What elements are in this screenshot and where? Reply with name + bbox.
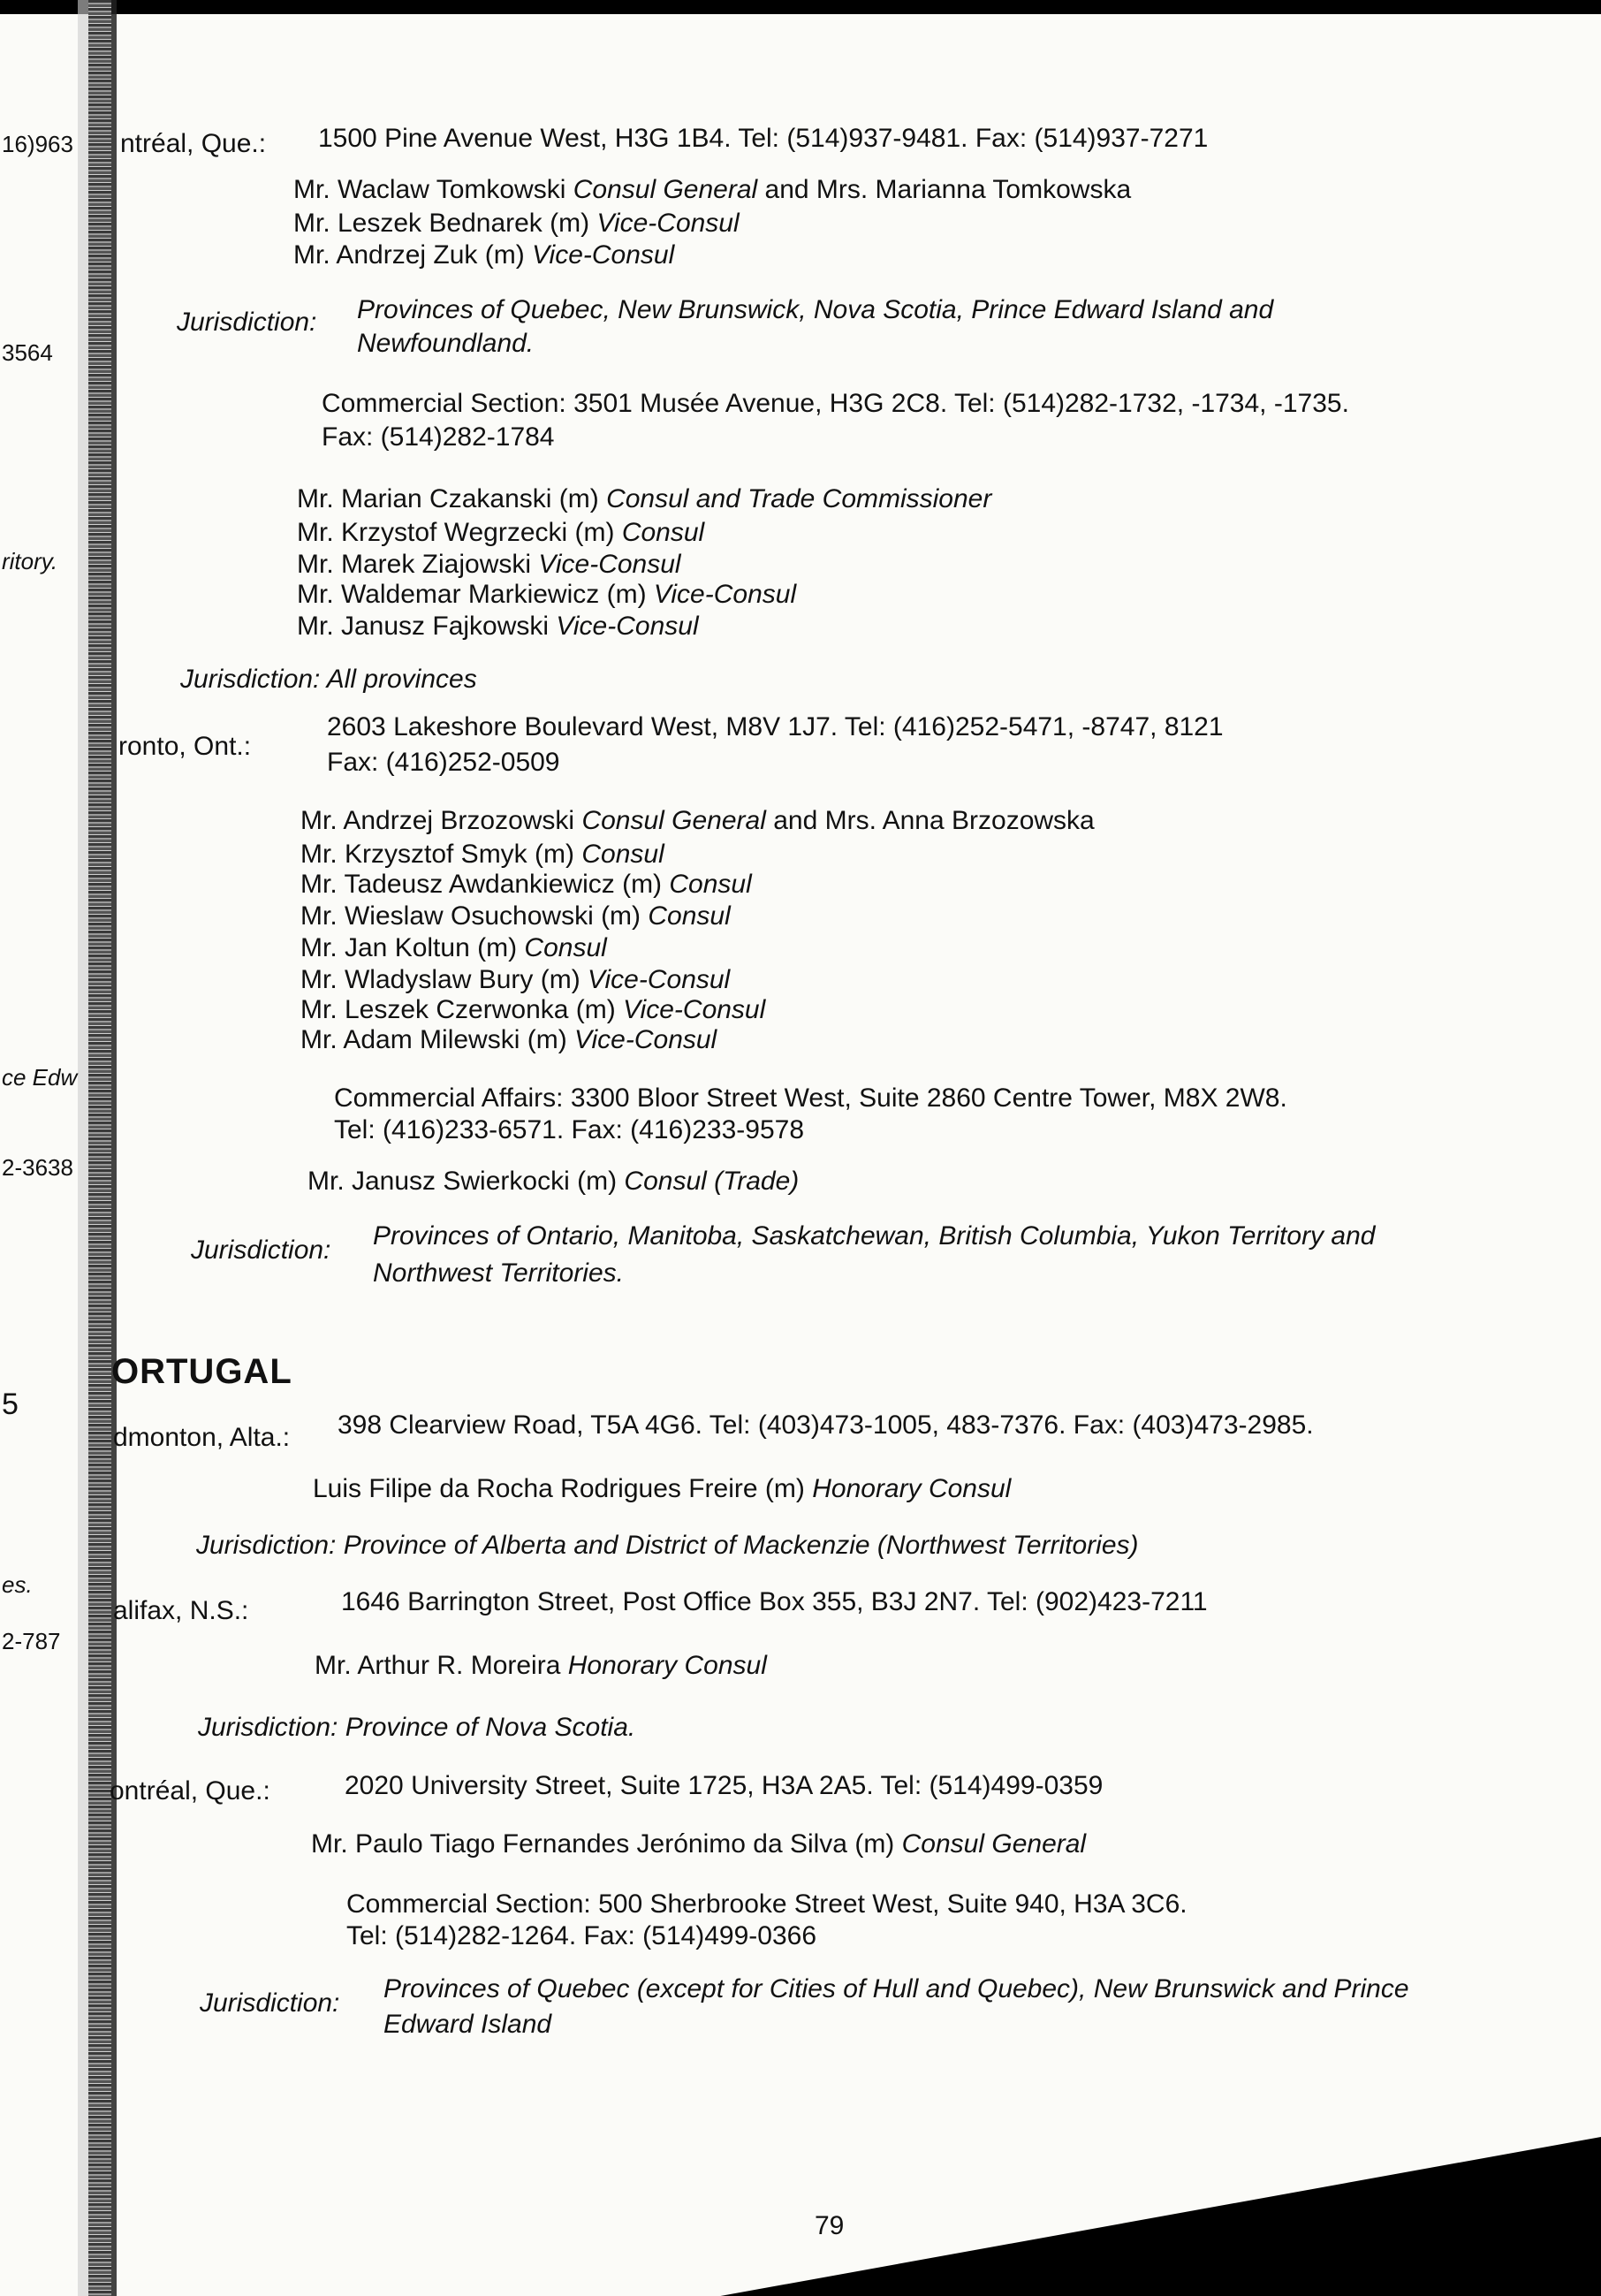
staff-name: Mr. Marian Czakanski (m) bbox=[297, 484, 599, 513]
jurisdiction-text: Provinces of Quebec (except for Cities of Hull and Quebec), New Brunswick and Prince bbox=[383, 1974, 1409, 2003]
staff-name: Mr. Jan Koltun (m) bbox=[300, 933, 518, 962]
staff-title: Vice-Consul bbox=[556, 612, 699, 641]
staff-title: Honorary Consul bbox=[812, 1474, 1012, 1503]
staff-line bbox=[297, 612, 699, 642]
jurisdiction-text: All provinces bbox=[326, 665, 477, 694]
jurisdiction-label: Jurisdiction: bbox=[198, 1713, 338, 1742]
staff-line bbox=[300, 806, 1095, 836]
staff-line bbox=[313, 1474, 1011, 1504]
jurisdiction-line bbox=[196, 1531, 1139, 1561]
staff-line bbox=[293, 240, 674, 270]
margin-fragment: ce Edw bbox=[2, 1064, 78, 1091]
margin-fragment: ritory. bbox=[2, 548, 58, 574]
staff-name: Mr. Leszek Czerwonka (m) bbox=[300, 995, 616, 1024]
staff-name: Mr. Tadeusz Awdankiewicz (m) bbox=[300, 870, 663, 899]
staff-title: Vice-Consul bbox=[538, 550, 681, 579]
staff-name: Mr. Andrzej Brzozowski bbox=[300, 806, 575, 835]
margin-fragment: 2-3638 bbox=[2, 1154, 73, 1181]
jurisdiction-text: Province of Nova Scotia. bbox=[345, 1713, 636, 1742]
commercial-affairs: Tel: (416)233-6571. Fax: (416)233-9578 bbox=[334, 1115, 805, 1144]
staff-name: Mr. Arthur R. Moreira bbox=[315, 1651, 561, 1680]
staff-title: Consul bbox=[581, 840, 664, 869]
jurisdiction-text: Province of Alberta and District of Mackenzie (Northwest Territories) bbox=[343, 1531, 1139, 1560]
staff-line bbox=[293, 175, 1131, 205]
jurisdiction-text: Northwest Territories. bbox=[373, 1258, 624, 1288]
staff-name: Mr. Wladyslaw Bury (m) bbox=[300, 965, 580, 994]
staff-line bbox=[297, 484, 991, 514]
staff-title: Consul bbox=[621, 518, 705, 547]
staff-title: Consul bbox=[648, 901, 731, 931]
staff-name: Mr. Paulo Tiago Fernandes Jerónimo da Silva (m) bbox=[311, 1829, 895, 1859]
page-number: 79 bbox=[815, 2211, 845, 2240]
staff-title: Vice-Consul bbox=[623, 995, 766, 1024]
staff-name: Mr. Marek Ziajowski bbox=[297, 550, 532, 579]
staff-name: Mr. Waclaw Tomkowski bbox=[293, 175, 566, 204]
staff-title: Consul General bbox=[581, 806, 766, 835]
jurisdiction-label: Jurisdiction: bbox=[180, 665, 321, 694]
jurisdiction-text: Provinces of Ontario, Manitoba, Saskatchewan, British Columbia, Yukon Territory and bbox=[373, 1221, 1376, 1251]
staff-line bbox=[300, 840, 664, 870]
country-heading: ORTUGAL bbox=[111, 1352, 292, 1391]
staff-title: Consul General bbox=[901, 1829, 1087, 1859]
staff-line bbox=[300, 901, 731, 931]
margin-fragment: 5 bbox=[2, 1387, 19, 1421]
jurisdiction-label: Jurisdiction: bbox=[191, 1235, 331, 1265]
margin-fragment: 16)963 bbox=[2, 131, 73, 157]
margin-fragment: 2-787 bbox=[2, 1628, 61, 1654]
staff-name: Mr. Adam Milewski (m) bbox=[300, 1025, 567, 1054]
staff-line bbox=[300, 1025, 717, 1055]
staff-name: Mr. Janusz Swierkocki (m) bbox=[307, 1167, 618, 1196]
staff-title: Vice-Consul bbox=[653, 580, 797, 609]
staff-line bbox=[300, 995, 765, 1025]
city-label-montreal: ntréal, Que.: bbox=[120, 129, 267, 158]
address-edmonton: 398 Clearview Road, T5A 4G6. Tel: (403)473-1005, 483-7376. Fax: (403)473-2985. bbox=[338, 1410, 1314, 1440]
staff-title: Consul and Trade Commissioner bbox=[606, 484, 992, 513]
commercial-section: Commercial Section: 500 Sherbrooke Street West, Suite 940, H3A 3C6. bbox=[346, 1889, 1187, 1919]
staff-name: Mr. Leszek Bednarek (m) bbox=[293, 209, 590, 238]
city-label-edmonton: dmonton, Alta.: bbox=[113, 1423, 291, 1452]
address-halifax: 1646 Barrington Street, Post Office Box 355, B3J 2N7. Tel: (902)423-7211 bbox=[341, 1587, 1208, 1616]
margin-fragment: es. bbox=[2, 1571, 33, 1598]
staff-name: Mr. Krzystof Wegrzecki (m) bbox=[297, 518, 615, 547]
address-montreal-portugal: 2020 University Street, Suite 1725, H3A 2A5. Tel: (514)499-0359 bbox=[345, 1771, 1104, 1800]
staff-name: Mr. Wieslaw Osuchowski (m) bbox=[300, 901, 641, 931]
margin-fragment: 3564 bbox=[2, 339, 53, 366]
jurisdiction-label: Jurisdiction: bbox=[177, 308, 317, 337]
staff-name: Mr. Janusz Fajkowski bbox=[297, 612, 550, 641]
staff-line bbox=[300, 870, 752, 900]
staff-title: Vice-Consul bbox=[574, 1025, 717, 1054]
commercial-section: Fax: (514)282-1784 bbox=[322, 422, 555, 452]
address-montreal: 1500 Pine Avenue West, H3G 1B4. Tel: (514)937-9481. Fax: (514)937-7271 bbox=[318, 124, 1209, 153]
jurisdiction-line bbox=[198, 1713, 635, 1743]
staff-title: Consul (Trade) bbox=[624, 1167, 800, 1196]
commercial-section: Commercial Section: 3501 Musée Avenue, H3G 2C8. Tel: (514)282-1732, -1734, -1735. bbox=[322, 389, 1349, 418]
staff-name: Mr. Waldemar Markiewicz (m) bbox=[297, 580, 647, 609]
jurisdiction-text: Newfoundland. bbox=[357, 329, 535, 358]
city-label-toronto: ronto, Ont.: bbox=[118, 732, 252, 761]
staff-line bbox=[297, 518, 704, 548]
jurisdiction-line bbox=[180, 665, 477, 695]
staff-name: Mr. Andrzej Zuk (m) bbox=[293, 240, 525, 270]
staff-title: Vice-Consul bbox=[588, 965, 731, 994]
staff-line bbox=[315, 1651, 767, 1681]
jurisdiction-text: Edward Island bbox=[383, 2010, 552, 2039]
staff-title: Vice-Consul bbox=[532, 240, 675, 270]
staff-name: Mr. Krzysztof Smyk (m) bbox=[300, 840, 574, 869]
staff-title: Consul General bbox=[573, 175, 758, 204]
staff-line bbox=[300, 933, 607, 963]
staff-line bbox=[297, 550, 681, 580]
staff-title: Honorary Consul bbox=[567, 1651, 767, 1680]
staff-line bbox=[311, 1829, 1086, 1859]
address-toronto: 2603 Lakeshore Boulevard West, M8V 1J7. Tel: (416)252-5471, -8747, 8121 bbox=[327, 712, 1224, 741]
jurisdiction-label: Jurisdiction: bbox=[196, 1531, 337, 1560]
staff-name: Luis Filipe da Rocha Rodrigues Freire (m) bbox=[313, 1474, 805, 1503]
fax-toronto: Fax: (416)252-0509 bbox=[327, 748, 560, 777]
staff-line bbox=[293, 209, 740, 239]
city-label-montreal-portugal: ontréal, Que.: bbox=[110, 1776, 270, 1806]
city-label-halifax: alifax, N.S.: bbox=[113, 1596, 249, 1625]
jurisdiction-label: Jurisdiction: bbox=[200, 1988, 340, 2018]
staff-title: Consul bbox=[669, 870, 752, 899]
commercial-affairs: Commercial Affairs: 3300 Bloor Street West, Suite 2860 Centre Tower, M8X 2W8. bbox=[334, 1083, 1287, 1113]
commercial-section: Tel: (514)282-1264. Fax: (514)499-0366 bbox=[346, 1921, 817, 1950]
jurisdiction-text: Provinces of Quebec, New Brunswick, Nova Scotia, Prince Edward Island and bbox=[357, 295, 1274, 324]
staff-line bbox=[297, 580, 796, 610]
staff-line bbox=[300, 965, 730, 995]
staff-title: Consul bbox=[524, 933, 607, 962]
staff-title: Vice-Consul bbox=[596, 209, 740, 238]
staff-extra: and Mrs. Anna Brzozowska bbox=[765, 806, 1095, 835]
staff-line bbox=[307, 1167, 799, 1197]
staff-extra: and Mrs. Marianna Tomkowska bbox=[757, 175, 1132, 204]
